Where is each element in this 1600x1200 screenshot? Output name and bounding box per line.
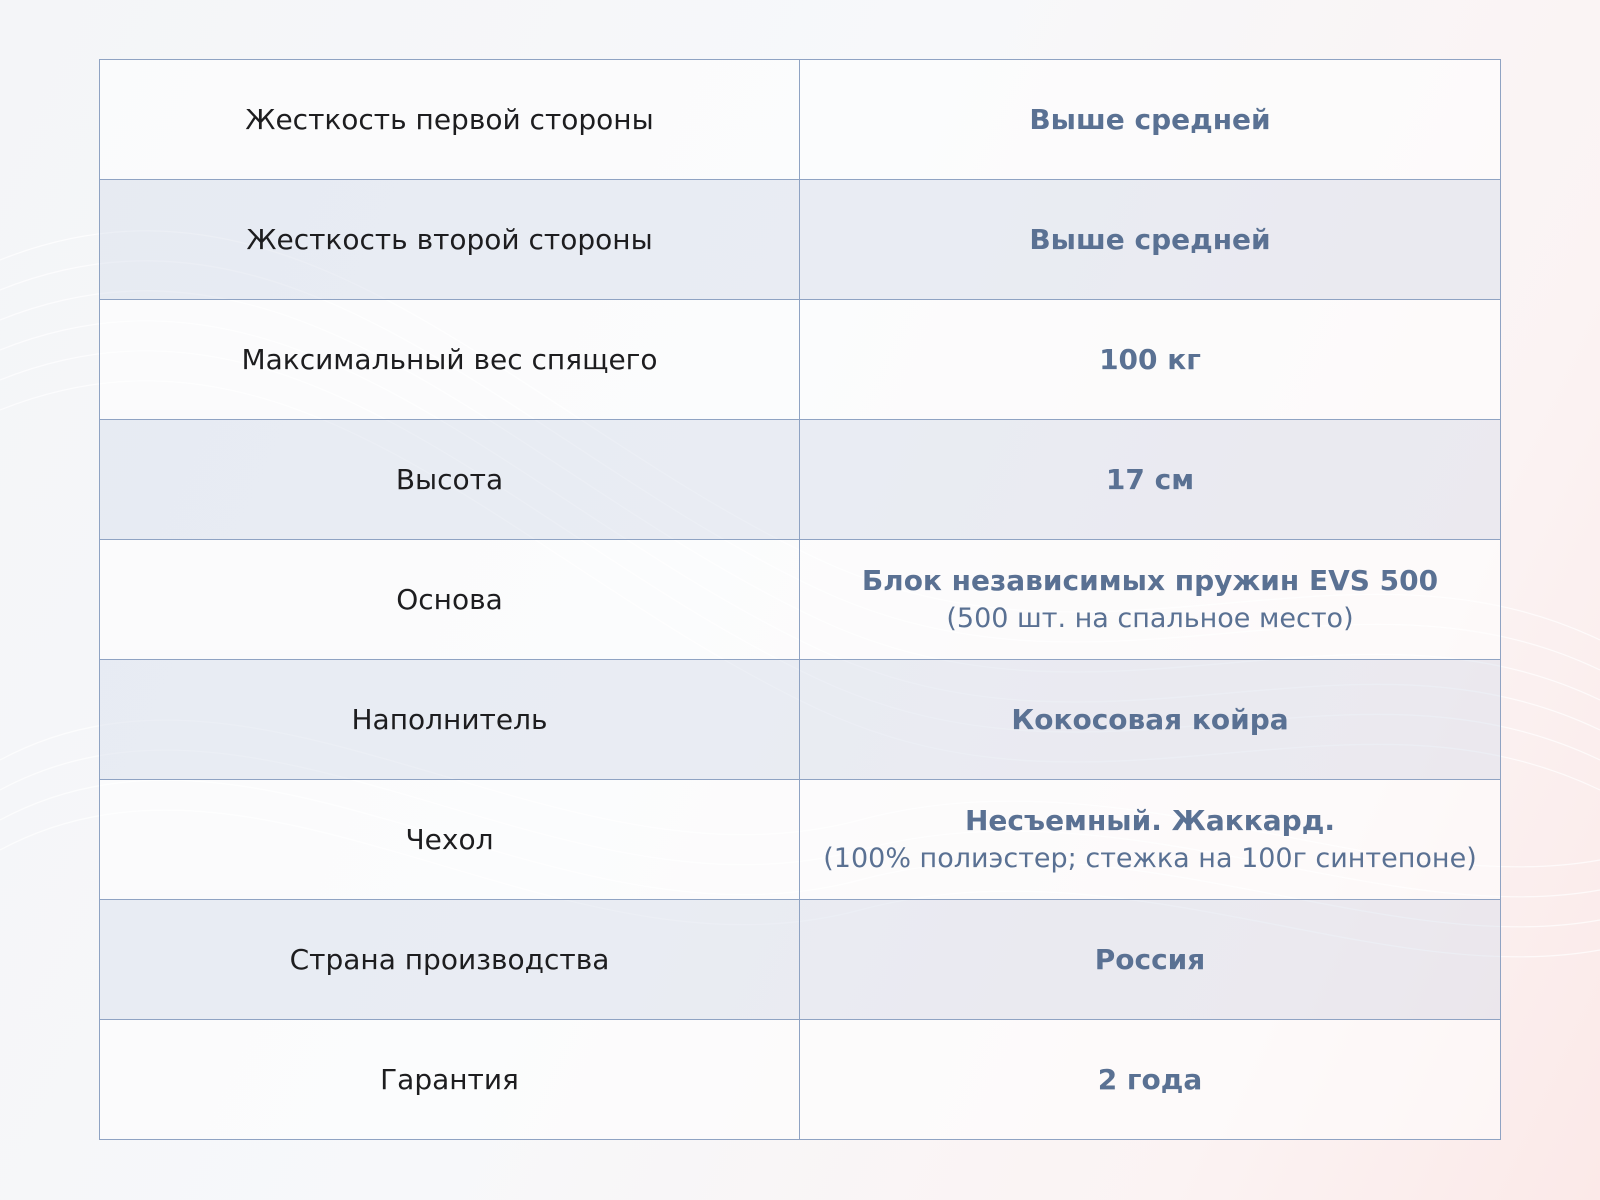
table-row [100,1020,1501,1140]
specifications-table [99,59,1501,1140]
spec-value-cell [800,540,1501,660]
spec-label: Жесткость первой стороны [245,103,654,136]
spec-value-cell [800,1020,1501,1140]
table-row [100,780,1501,900]
spec-value: Блок независимых пружин EVS 500 [861,563,1439,597]
spec-label-cell [100,300,800,420]
spec-value-cell [800,660,1501,780]
spec-label: Чехол [405,823,494,856]
spec-label: Гарантия [380,1063,519,1096]
spec-value: Кокосовая койра [1011,702,1289,736]
spec-label: Страна производства [289,943,610,976]
table-row [100,60,1501,180]
spec-label-cell [100,540,800,660]
spec-label-cell [100,660,800,780]
table-row [100,300,1501,420]
spec-label-cell [100,1020,800,1140]
spec-value-cell [800,420,1501,540]
spec-value: 100 кг [1099,342,1201,376]
table-row [100,180,1501,300]
spec-value: Выше средней [1029,222,1271,256]
spec-value: Несъемный. Жаккард. [965,803,1335,837]
spec-label: Основа [396,583,503,616]
spec-value: 17 см [1105,462,1195,496]
table-row [100,540,1501,660]
spec-value-cell [800,60,1501,180]
table-row [100,660,1501,780]
spec-label-cell [100,900,800,1020]
spec-value: 2 года [1097,1062,1203,1096]
spec-value: Россия [1094,942,1206,976]
spec-value-note: (100% полиэстер; стежка на 100г синтепоне) [823,842,1477,874]
spec-value-note: (500 шт. на спальное место) [946,602,1354,634]
spec-value-cell [800,900,1501,1020]
spec-label-cell [100,60,800,180]
table-row [100,420,1501,540]
spec-label: Наполнитель [351,703,548,736]
spec-value-cell [800,300,1501,420]
spec-label-cell [100,180,800,300]
spec-label: Максимальный вес спящего [241,343,658,376]
spec-value: Выше средней [1029,102,1271,136]
table-row [100,900,1501,1020]
spec-label-cell [100,420,800,540]
spec-value-cell [800,780,1501,900]
spec-label: Жесткость второй стороны [246,223,653,256]
spec-value-cell [800,180,1501,300]
spec-label-cell [100,780,800,900]
spec-label: Высота [395,463,504,496]
